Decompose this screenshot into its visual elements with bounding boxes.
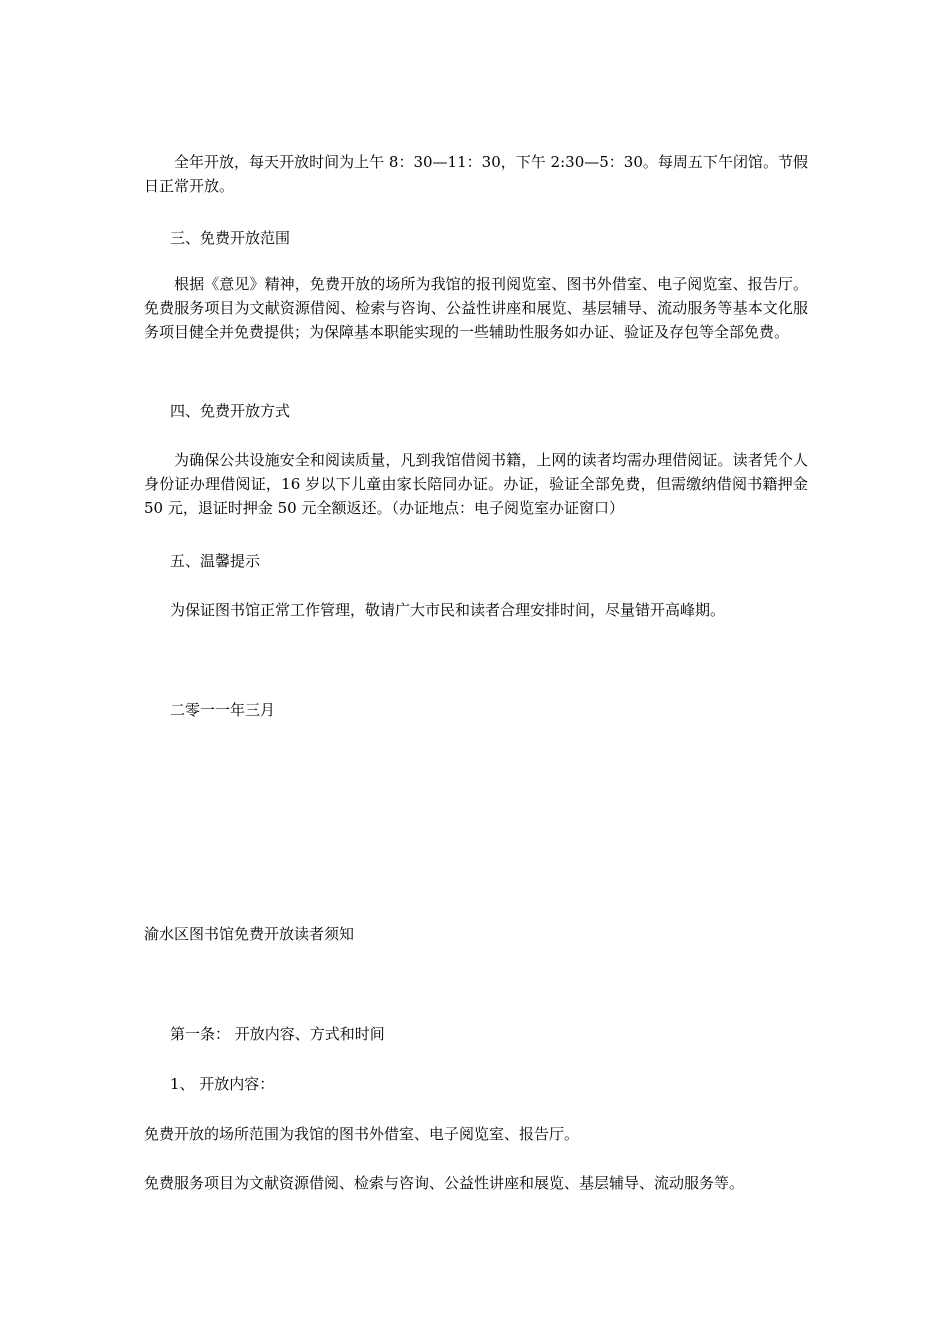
heading-free-scope: 三、免费开放范围 xyxy=(170,229,291,247)
scope-line: 免费开放的场所范围为我馆的图书外借室、电子阅览室、报告厅。 xyxy=(144,1125,580,1143)
paragraph-warm-tips: 为保证图书馆正常工作管理，敬请广大市民和读者合理安排时间，尽量错开高峰期。 xyxy=(170,601,726,619)
document-date: 二零一一年三月 xyxy=(170,701,276,719)
item-1-heading: 1、 开放内容： xyxy=(170,1075,275,1093)
paragraph-free-method: 为确保公共设施安全和阅读质量，凡到我馆借阅书籍，上网的读者均需办理借阅证。读者凭个人身份证办理借阅证，16 岁以下儿童由家长陪同办证。办证，验证全部免费，但需缴纳借阅书籍押金 50 元，退证时押金 50 元全额返还。（办证地点：电子阅览室办证窗口） xyxy=(144,451,808,517)
service-line: 免费服务项目为文献资源借阅、检索与咨询、公益性讲座和展览、基层辅导、流动服务等。 xyxy=(144,1174,745,1192)
article-1-heading: 第一条： 开放内容、方式和时间 xyxy=(170,1025,385,1043)
heading-free-method: 四、免费开放方式 xyxy=(170,402,291,420)
paragraph-free-scope: 根据《意见》精神，免费开放的场所为我馆的报刊阅览室、图书外借室、电子阅览室、报告厅。免费服务项目为文献资源借阅、检索与咨询、公益性讲座和展览、基层辅导、流动服务等基本文化服务项目健全并免费提供；为保障基本职能实现的一些辅助性服务如办证、验证及存包等全部免费。 xyxy=(144,275,808,341)
paragraph-opening-hours: 全年开放，每天开放时间为上午 8：30—11：30，下午 2:30—5：30。每周五下午闭馆。节假日正常开放。 xyxy=(144,153,808,195)
section-title-reader-notice: 渝水区图书馆免费开放读者须知 xyxy=(144,925,355,943)
heading-warm-tips: 五、温馨提示 xyxy=(170,552,261,570)
